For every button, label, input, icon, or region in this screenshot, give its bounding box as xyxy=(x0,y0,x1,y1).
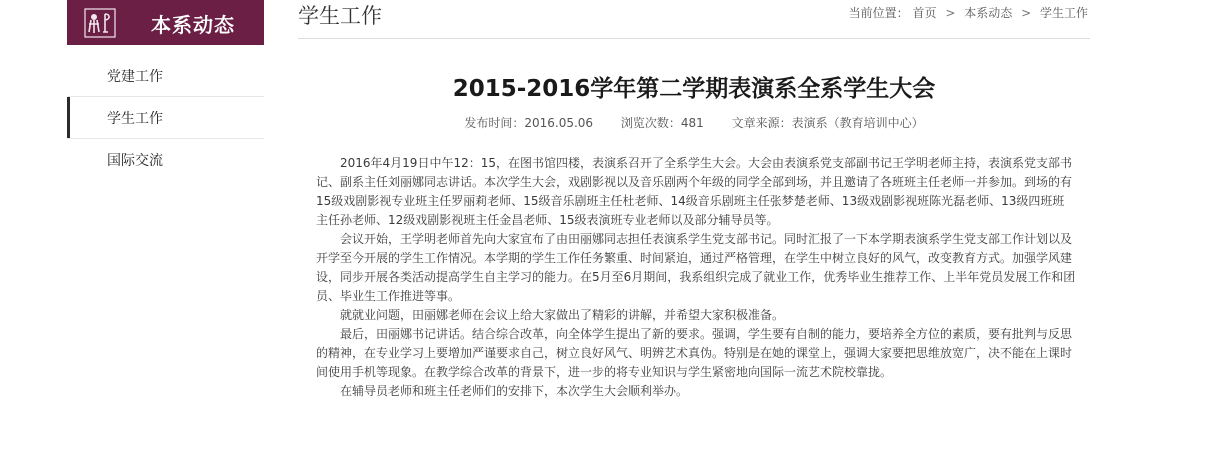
breadcrumb xyxy=(849,4,1088,21)
breadcrumb-separator: > xyxy=(1021,6,1032,20)
sidebar-menu xyxy=(67,55,264,180)
article-paragraph: 会议开始，王学明老师首先向大家宣布了由田丽娜同志担任表演系学生党支部书记。同时汇报了一下本学期表演系学生党支部工作计划以及开学至今开展的学生工作情况。本学期的学生工作任务繁重、时间紧迫，通过严格管理，在学生中树立良好的风气，改变教育方式。加强学风建设，同步开展各类活动提高学生自主学习的能力。在5月至6月期间，我系组织完成了就业工作，优秀毕业生推荐工作、上半年党员发展工作和团员、毕业生工作推进等事。 xyxy=(316,232,1076,303)
breadcrumb-current-link[interactable]: 学生工作 xyxy=(1039,6,1088,20)
breadcrumb-home-link[interactable]: 首页 xyxy=(912,6,937,20)
sidebar-header xyxy=(67,0,264,45)
article-paragraph: 最后，田丽娜书记讲话。结合综合改革，向全体学生提出了新的要求。强调，学生要有自制的能力，要培养全方位的素质，要有批判与反思的精神，在专业学习上要增加严谨要求自己，树立良好风气、明辨艺术真伪。特别是在她的课堂上，强调大家要把思维放宽广，决不能在上课时间使用手机等现象。在教学综合改革的背景下，进一步的将专业知识与学生紧密地向国际一流艺术院校靠拢。 xyxy=(316,327,1073,379)
article-paragraph: 就就业问题，田丽娜老师在会议上给大家做出了精彩的讲解，并希望大家积极准备。 xyxy=(340,308,785,322)
sidebar-item-label: 学生工作 xyxy=(107,110,163,127)
breadcrumb-prefix: 当前位置： xyxy=(848,6,909,20)
sidebar-item-party-work[interactable] xyxy=(67,55,264,97)
sidebar-item-label: 党建工作 xyxy=(107,68,163,85)
article-source: 文章来源：表演系（教育培训中心） xyxy=(731,116,924,130)
breadcrumb-separator: > xyxy=(945,6,956,20)
sidebar-item-international-exchange[interactable] xyxy=(67,139,264,180)
view-count: 浏览次数：481 xyxy=(620,116,704,130)
article-body xyxy=(316,154,1076,401)
section-title: 学生工作 xyxy=(298,4,382,28)
article-paragraph: 2016年4月19日中午12：15，在图书馆四楼，表演系召开了全系学生大会。大会由表演系党支部副书记王学明老师主持，表演系党支部书记、副系主任刘丽娜同志讲话。本次学生大会，戏剧影视以及音乐剧两个年级的同学全部到场，并且邀请了各班班主任老师一并参加。到场的有15级戏剧影视专业班主任罗丽莉老师、15级音乐剧班主任杜老师、14级音乐剧班主任张梦楚老师、13级戏剧影视班陈光磊老师、13级四班班主任孙老师、12级戏剧影视班主任金昌老师、15级表演班专业老师以及部分辅导员等。 xyxy=(316,156,1073,227)
sidebar-item-student-work[interactable] xyxy=(67,97,264,139)
article-title: 2015-2016学年第二学期表演系全系学生大会 xyxy=(452,76,936,102)
sidebar-title: 本系动态 xyxy=(151,13,235,37)
department-logo-icon xyxy=(83,6,117,40)
article-paragraph: 在辅导员老师和班主任老师们的安排下，本次学生大会顺利举办。 xyxy=(340,384,689,398)
publish-time: 发布时间：2016.05.06 xyxy=(464,116,594,130)
sidebar xyxy=(67,0,264,180)
breadcrumb-news-link[interactable]: 本系动态 xyxy=(964,6,1013,20)
main-content xyxy=(298,0,1090,398)
sidebar-item-label: 国际交流 xyxy=(107,152,163,169)
content-header xyxy=(298,0,1090,39)
article-meta xyxy=(298,114,1090,131)
